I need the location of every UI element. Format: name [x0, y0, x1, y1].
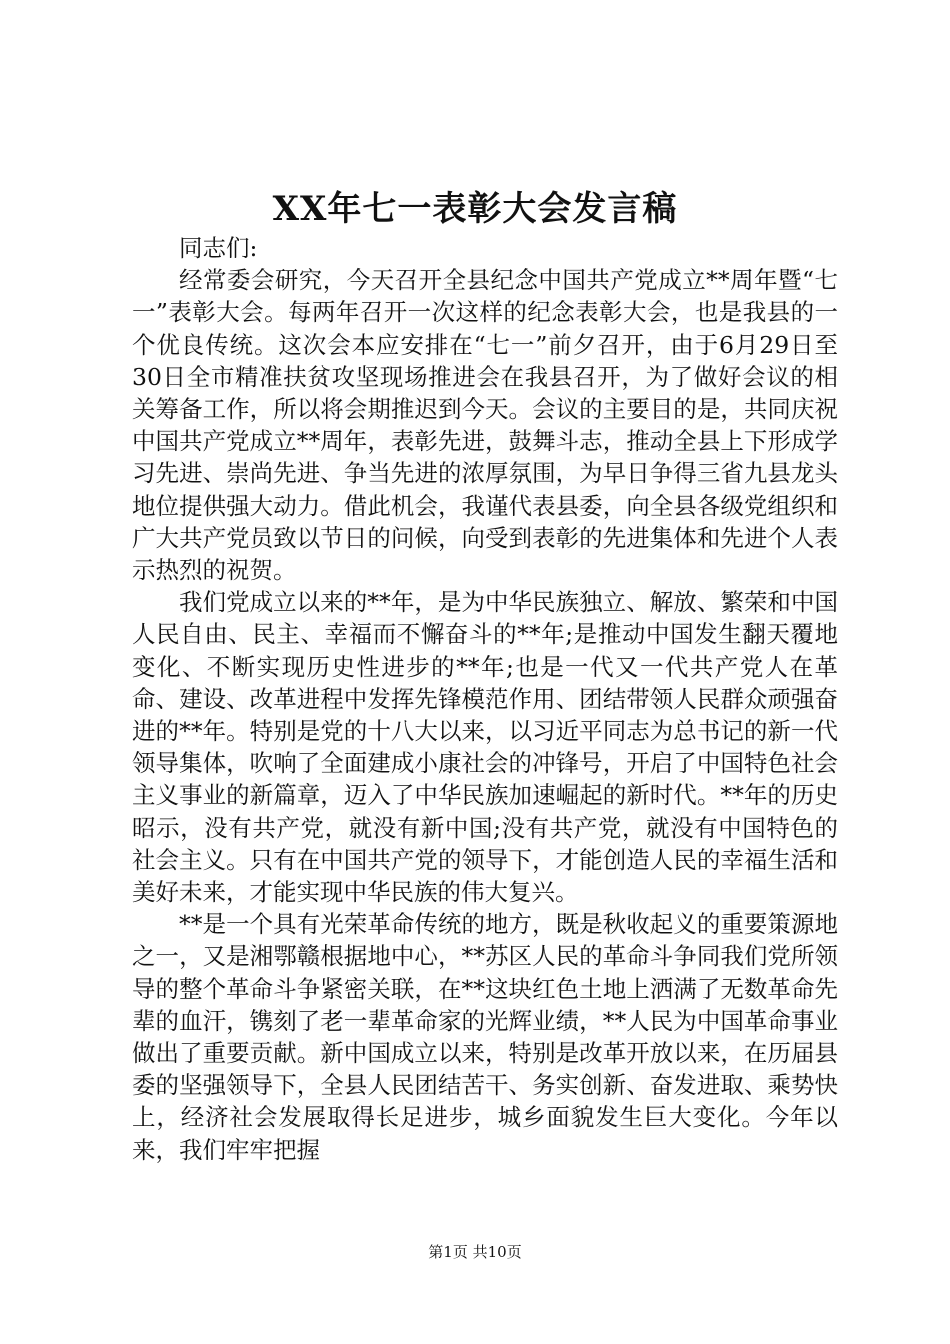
document-title: XX年七一表彰大会发言稿 [272, 189, 678, 229]
paragraph-3: **是一个具有光荣革命传统的地方，既是秋收起义的重要策源地之一，又是湘鄂赣根据地中心，**苏区人民的革命斗争同我们党所领导的整个革命斗争紧密关联，在**这块红色土地上洒满了无数革命先辈的血汗，镌刻了老一辈革命家的光辉业绩，**人民为中国革命事业做出了重要贡献。新中国成立以来，特别是改革开放以来，在历届县委的坚强领导下，全县人民团结苦干、务实创新、奋发进取、乘势快上，经济社会发展取得长足进步，城乡面貌发生巨大变化。今年以来，我们牢牢把握 [132, 910, 838, 1164]
salutation: 同志们: [179, 234, 258, 262]
paragraph-2: 我们党成立以来的**年，是为中华民族独立、解放、繁荣和中国人民自由、民主、幸福而不懈奋斗的**年;是推动中国发生翻天覆地变化、不断实现历史性进步的**年;也是一代又一代共产党人在革命、建设、改革进程中发挥先锋模范作用、团结带领人民群众顽强奋进的**年。特别是党的十八大以来，以习近平同志为总书记的新一代领导集体，吹响了全面建成小康社会的冲锋号，开启了中国特色社会主义事业的新篇章，迈入了中华民族加速崛起的新时代。**年的历史昭示，没有共产党，就没有新中国;没有共产党，就没有中国特色的社会主义。只有在中国共产党的领导下，才能创造人民的幸福生活和美好未来，才能实现中华民族的伟大复兴。 [132, 588, 838, 907]
page-footer: 第1页 共10页 [428, 1243, 522, 1261]
paragraph-1: 经常委会研究，今天召开全县纪念中国共产党成立**周年暨“七一”表彰大会。每两年召开一次这样的纪念表彰大会，也是我县的一个优良传统。这次会本应安排在“七一”前夕召开，由于6月29日至30日全市精准扶贫攻坚现场推进会在我县召开，为了做好会议的相关筹备工作，所以将会期推迟到今天。会议的主要目的是，共同庆祝中国共产党成立**周年，表彰先进，鼓舞斗志，推动全县上下形成学习先进、崇尚先进、争当先进的浓厚氛围，为早日争得三省九县龙头地位提供强大动力。借此机会，我谨代表县委，向全县各级党组织和广大共产党员致以节日的问候，向受到表彰的先进集体和先进个人表示热烈的祝贺。 [132, 266, 838, 585]
document-body [132, 232, 838, 1166]
